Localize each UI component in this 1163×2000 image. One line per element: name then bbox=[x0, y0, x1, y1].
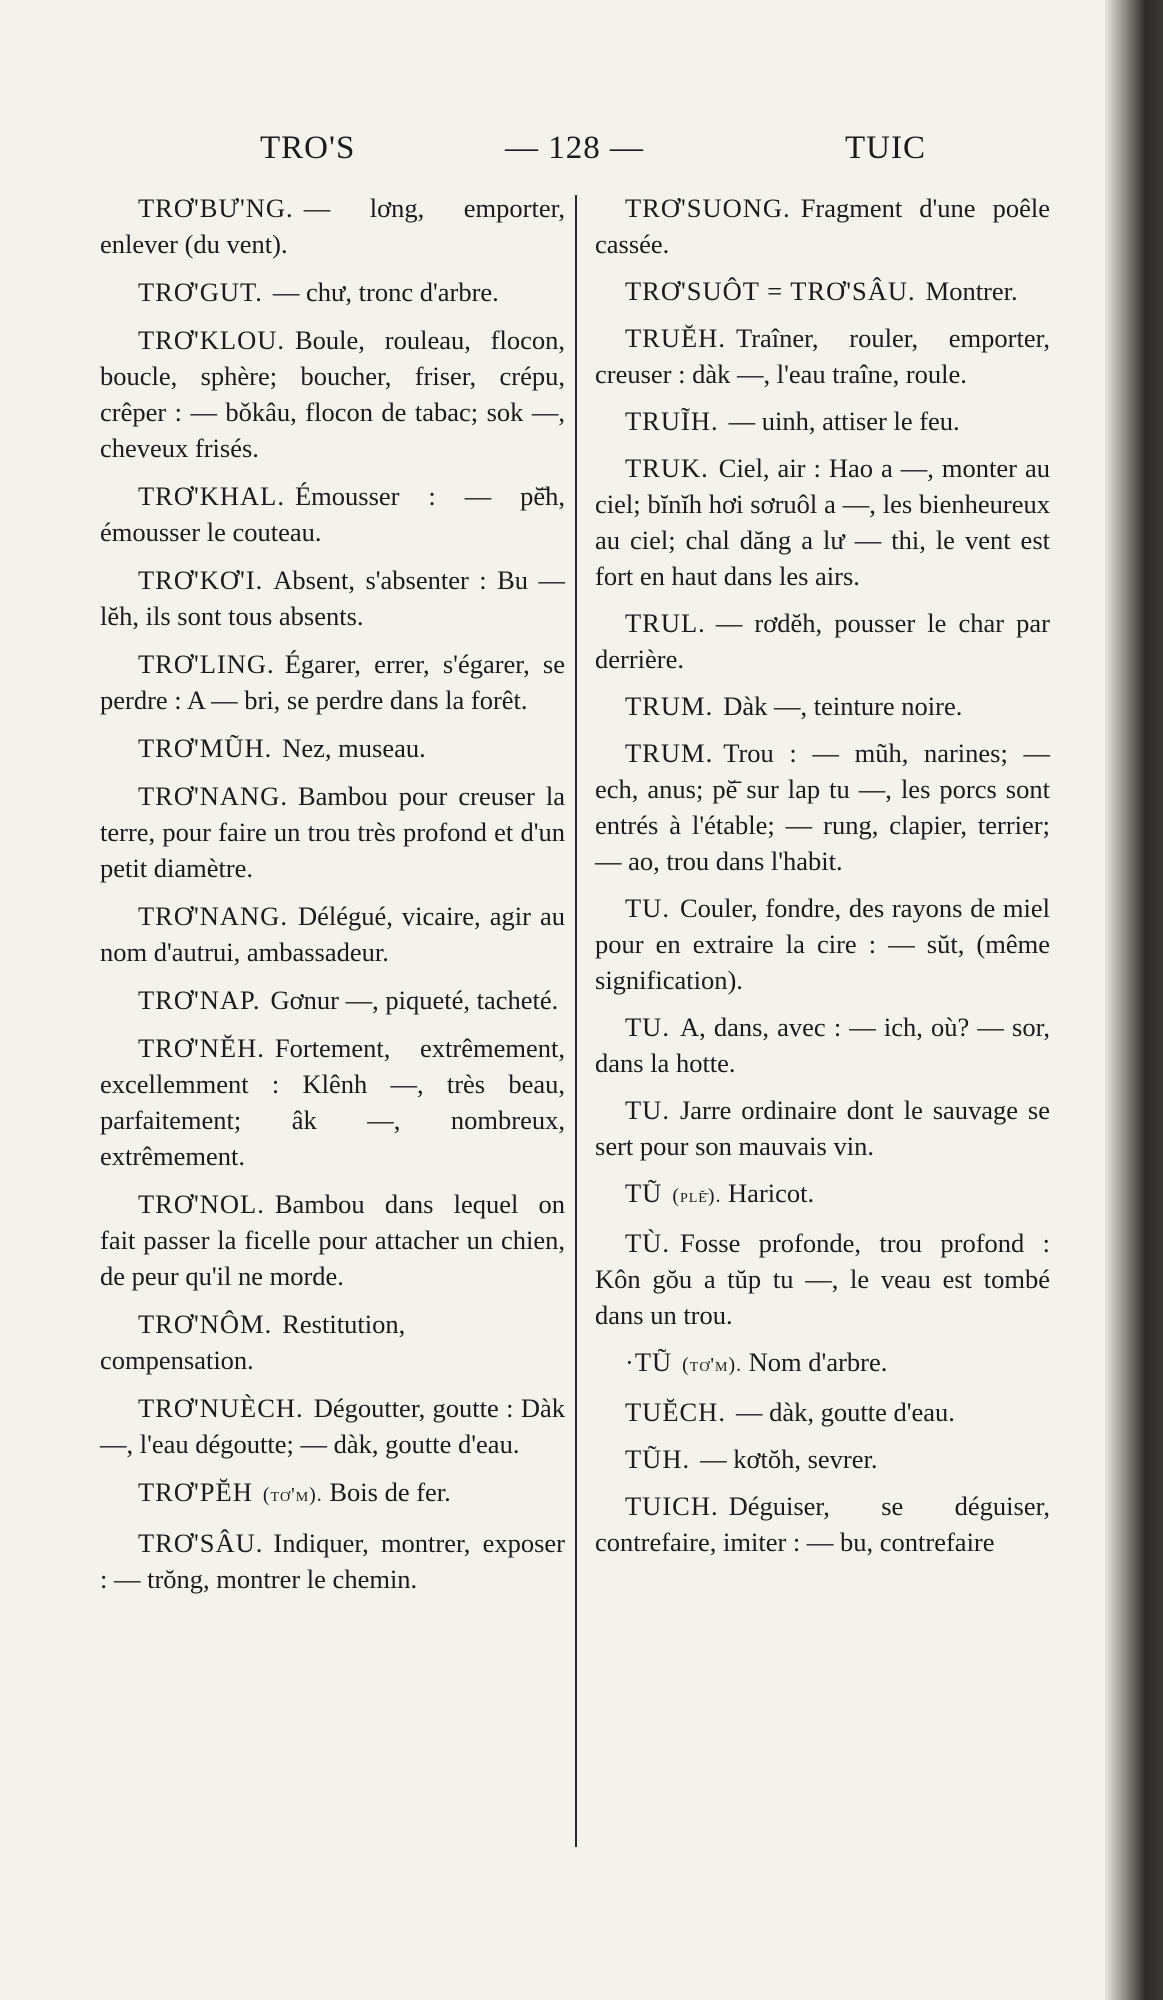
entry-headword: TRUK. bbox=[625, 453, 709, 483]
entry-definition: Émousser : — pĕ̄h, émousser le couteau. bbox=[100, 481, 565, 547]
dictionary-entry bbox=[595, 273, 1050, 309]
right-column bbox=[595, 190, 1050, 1571]
entry-headword: TRƠ'NUÈCH. bbox=[138, 1393, 304, 1423]
entry-headword: TRƠ'NAP. bbox=[138, 985, 261, 1015]
entry-headword: TŨH. bbox=[625, 1444, 691, 1474]
entry-headword: TRUM. bbox=[625, 691, 714, 721]
entry-headword: TRUL. bbox=[625, 608, 706, 638]
entry-definition: Bambou pour creuser la terre, pour faire un trou très profond et d'un petit diamètre. bbox=[100, 781, 565, 883]
entry-headword: TRUM. bbox=[625, 738, 714, 768]
book-spine-shadow bbox=[1105, 0, 1163, 2000]
dictionary-entry bbox=[595, 403, 1050, 439]
dictionary-entry bbox=[595, 890, 1050, 998]
entry-definition: Absent, s'absenter : Bu — lĕh, ils sont tous absents. bbox=[100, 565, 565, 631]
entry-headword: TŨ bbox=[625, 1178, 663, 1208]
entry-definition: — lơng, emporter, enlever (du vent). bbox=[100, 193, 565, 259]
entry-definition: Bambou dans lequel on fait passer la ficelle pour attacher un chien, de peur qu'il ne morde. bbox=[100, 1189, 565, 1291]
dictionary-entry bbox=[100, 1306, 565, 1378]
entry-definition: Traîner, rouler, emporter, creuser : dàk —, l'eau traîne, roule. bbox=[595, 323, 1050, 389]
dictionary-entry bbox=[100, 778, 565, 886]
dictionary-entry bbox=[100, 322, 565, 466]
entry-definition: Nez, museau. bbox=[282, 733, 426, 763]
dictionary-entry bbox=[595, 1441, 1050, 1477]
entry-definition: Haricot. bbox=[728, 1178, 815, 1208]
dictionary-entry bbox=[100, 898, 565, 970]
entry-headword: TRUĨH. bbox=[625, 406, 719, 436]
entry-headword: TRƠ'KHAL. bbox=[138, 481, 285, 511]
entry-headword: TRƠ'SUÔT = TRƠ'SÂU. bbox=[625, 276, 916, 306]
dictionary-entry bbox=[595, 605, 1050, 677]
dictionary-entry bbox=[595, 735, 1050, 879]
entry-definition: — uinh, attiser le feu. bbox=[728, 406, 960, 436]
entry-definition: A, dans, avec : — ich, où? — sor, dans la hotte. bbox=[595, 1012, 1050, 1078]
dictionary-entry bbox=[595, 1009, 1050, 1081]
dictionary-entry bbox=[100, 982, 565, 1018]
entry-headword: TRƠ'KƠ'I. bbox=[138, 565, 264, 595]
entry-definition: Nom d'arbre. bbox=[748, 1347, 888, 1377]
entry-headword: TRƠ'PĔH bbox=[138, 1477, 253, 1507]
entry-definition: Fosse profonde, trou profond : Kôn gŏu a tŭp tu —, le veau est tombé dans un trou. bbox=[595, 1228, 1050, 1330]
entry-headword: TRƠ'GUT. bbox=[138, 277, 263, 307]
header-right-guide-word: TUIC bbox=[845, 130, 926, 166]
dictionary-entry bbox=[595, 190, 1050, 262]
entry-definition: Dégoutter, goutte : Dàk —, l'eau dégoutte; — dàk, goutte d'eau. bbox=[100, 1393, 565, 1459]
entry-definition: — kơtŏh, sevrer. bbox=[700, 1444, 878, 1474]
left-column bbox=[100, 190, 565, 1609]
entry-headword: TU. bbox=[625, 1012, 670, 1042]
page-header bbox=[250, 130, 930, 180]
entry-headword: ·TŨ bbox=[625, 1347, 673, 1377]
dictionary-entry bbox=[595, 450, 1050, 594]
entry-definition: Déguiser, se déguiser, contrefaire, imiter : — bu, contrefaire bbox=[595, 1491, 1050, 1557]
dictionary-entry bbox=[100, 562, 565, 634]
dictionary-entry bbox=[595, 1175, 1050, 1214]
entry-definition: Couler, fondre, des rayons de miel pour en extraire la cire : — sŭt, (même signification). bbox=[595, 893, 1050, 995]
entry-headword: TÙ. bbox=[625, 1228, 670, 1258]
entry-definition: Indiquer, montrer, exposer : — trŏng, montrer le chemin. bbox=[100, 1528, 565, 1594]
dictionary-entry bbox=[100, 1030, 565, 1174]
entry-headword: TRƠ'MŨH. bbox=[138, 733, 273, 763]
entry-headword: TRƠ'NÔM. bbox=[138, 1309, 273, 1339]
entry-definition: Égarer, errer, s'égarer, se perdre : A — bri, se perdre dans la forêt. bbox=[100, 649, 565, 715]
entry-definition: Bois de fer. bbox=[329, 1477, 451, 1507]
dictionary-entry bbox=[100, 478, 565, 550]
dictionary-entry bbox=[595, 320, 1050, 392]
entry-definition: Gơnur —, piqueté, tacheté. bbox=[270, 985, 559, 1015]
entry-headword: TRƠ'NANG. bbox=[138, 901, 288, 931]
header-left-guide-word: TRO'S bbox=[260, 130, 356, 166]
entry-headword: TUĔCH. bbox=[625, 1397, 726, 1427]
entry-definition: Restitution, compensation. bbox=[100, 1309, 406, 1375]
dictionary-entry bbox=[100, 730, 565, 766]
dictionary-entry bbox=[595, 1344, 1050, 1383]
entry-headword: TRƠ'SÂU. bbox=[138, 1528, 264, 1558]
dictionary-entry bbox=[100, 1390, 565, 1462]
dictionary-entry bbox=[100, 1474, 565, 1513]
dictionary-entry bbox=[595, 1092, 1050, 1164]
dictionary-entry bbox=[595, 1225, 1050, 1333]
column-divider bbox=[575, 195, 577, 1847]
entry-definition: Fragment d'une poêle cassée. bbox=[595, 193, 1050, 259]
entry-headword: TRƠ'NĔH. bbox=[138, 1033, 265, 1063]
entry-definition: — chư, tronc d'arbre. bbox=[272, 277, 499, 307]
page-number: — 128 — bbox=[505, 130, 644, 166]
entry-headword: TRƠ'KLOU. bbox=[138, 325, 285, 355]
entry-headword: TRƠ'SUONG. bbox=[625, 193, 791, 223]
entry-definition: Délégué, vicaire, agir au nom d'autrui, ambassadeur. bbox=[100, 901, 565, 967]
entry-definition: Ciel, air : Hao a —, monter au ciel; bĭnĭh hơi sơruôl a —, les bienheureux au ciel; chal dăng a lư — thi, le vent est fort en haut dans les airs. bbox=[595, 453, 1050, 591]
dictionary-entry bbox=[100, 1186, 565, 1294]
entry-category-note: (plĕ̄). bbox=[672, 1185, 722, 1207]
dictionary-entry bbox=[595, 1394, 1050, 1430]
entry-headword: TU. bbox=[625, 893, 670, 923]
dictionary-entry bbox=[100, 274, 565, 310]
entry-definition: Boule, rouleau, flocon, boucle, sphère; boucher, friser, crépu, crêper : — bǒkâu, flocon de tabac; sok —, cheveux frisés. bbox=[100, 325, 565, 463]
entry-headword: TRƠ'NANG. bbox=[138, 781, 288, 811]
entry-definition: Trou : — mũh, narines; — ech, anus; pĕ̄ sur lap tu —, les porcs sont entrés à l'étable; — rung, clapier, terrier; — ao, trou dans l'habit. bbox=[595, 738, 1050, 876]
entry-definition: — dàk, goutte d'eau. bbox=[735, 1397, 955, 1427]
dictionary-entry bbox=[100, 646, 565, 718]
entry-headword: TRƠ'LING. bbox=[138, 649, 275, 679]
dictionary-entry bbox=[100, 190, 565, 262]
dictionary-entry bbox=[100, 1525, 565, 1597]
dictionary-entry bbox=[595, 1488, 1050, 1560]
entry-definition: Jarre ordinaire dont le sauvage se sert pour son mauvais vin. bbox=[595, 1095, 1050, 1161]
entry-category-note: (tơ'm). bbox=[262, 1484, 323, 1506]
entry-category-note: (tơ'm). bbox=[682, 1354, 743, 1376]
entry-headword: TRƠ'NOL. bbox=[138, 1189, 265, 1219]
entry-definition: Montrer. bbox=[925, 276, 1018, 306]
entry-headword: TRƠ'BƯ'NG. bbox=[138, 193, 294, 223]
entry-headword: TU. bbox=[625, 1095, 670, 1125]
entry-definition: — rơdĕh, pousser le char par derrière. bbox=[595, 608, 1050, 674]
entry-headword: TRUĔH. bbox=[625, 323, 726, 353]
entry-definition: Dàk —, teinture noire. bbox=[723, 691, 963, 721]
entry-definition: Fortement, extrêmement, excellemment : Klênh —, très beau, parfaitement; âk —, nombreux, extrêmement. bbox=[100, 1033, 565, 1171]
entry-headword: TUICH. bbox=[625, 1491, 719, 1521]
dictionary-entry bbox=[595, 688, 1050, 724]
